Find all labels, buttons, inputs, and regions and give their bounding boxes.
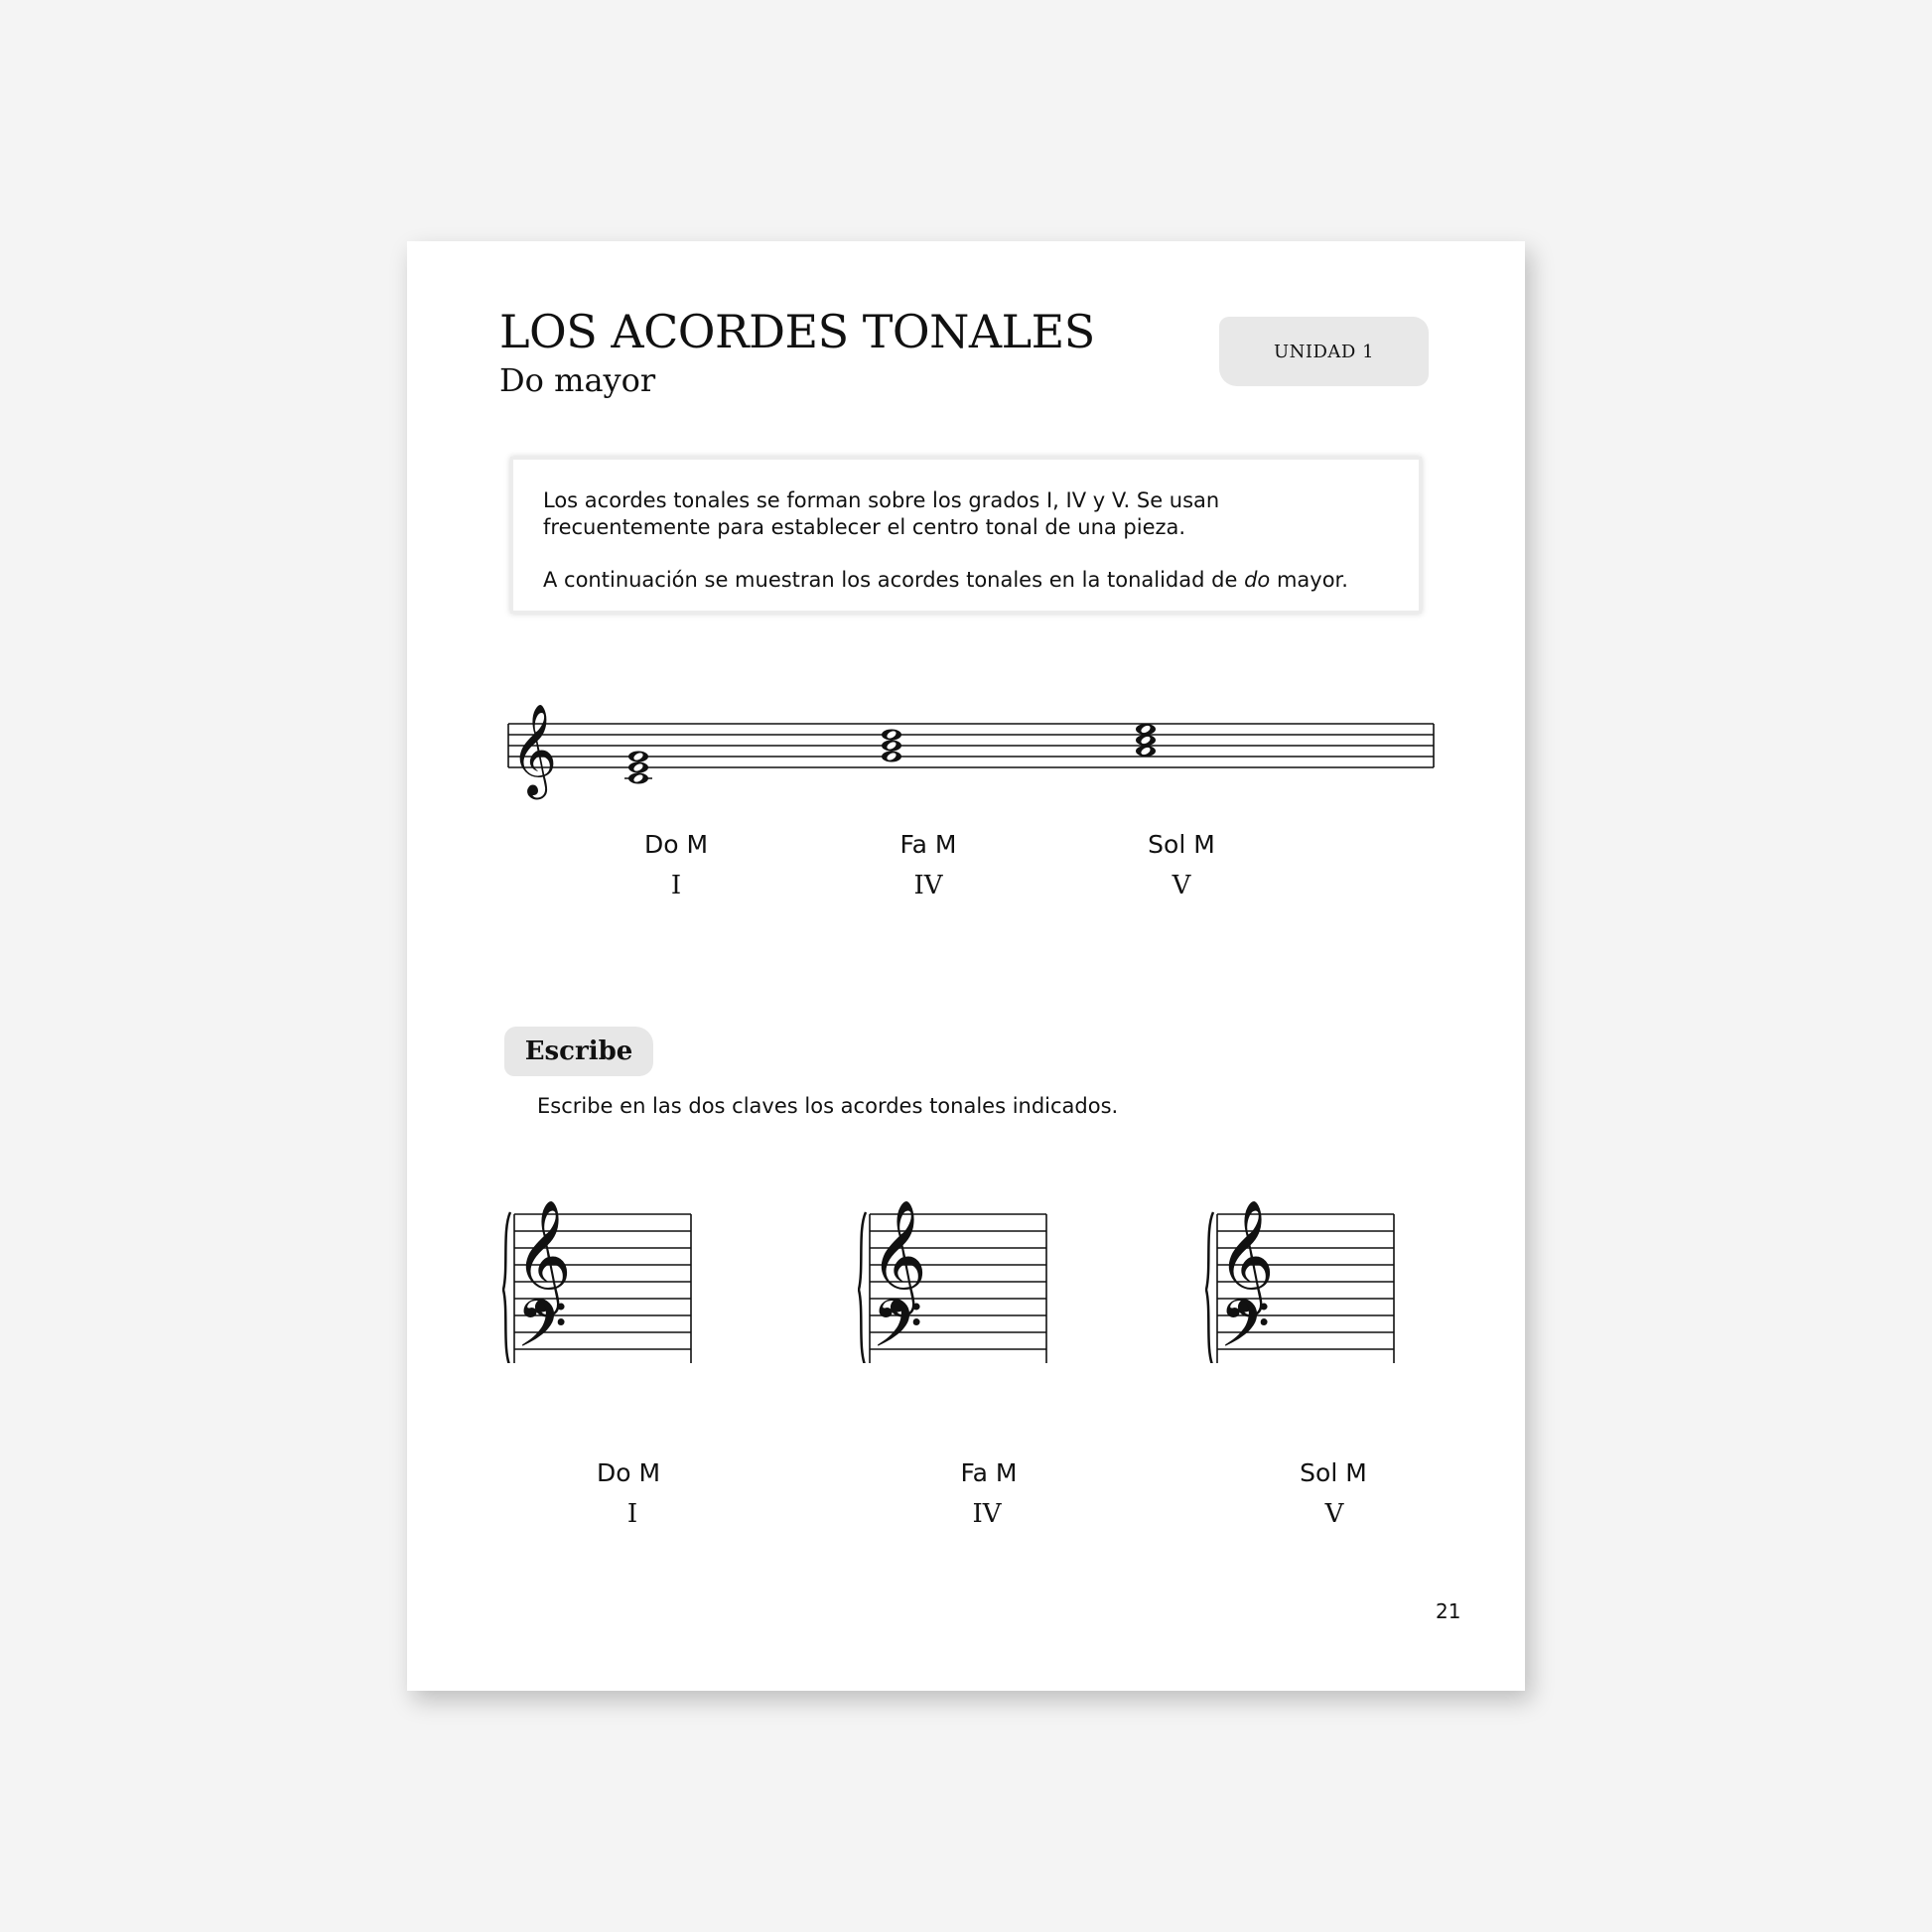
example-staff bbox=[504, 701, 1438, 830]
degree-label: IV bbox=[913, 871, 943, 900]
whole-note-icon bbox=[882, 752, 901, 762]
page-title: LOS ACORDES TONALES bbox=[499, 305, 1095, 358]
chord-sol-mayor bbox=[1136, 724, 1156, 757]
chord-label: Sol M bbox=[1148, 830, 1215, 859]
whole-note-icon bbox=[628, 752, 648, 762]
whole-note-icon bbox=[882, 741, 901, 752]
brace-icon bbox=[503, 1212, 510, 1363]
grand-staff-2[interactable] bbox=[858, 1184, 1056, 1363]
exercise-instruction: Escribe en las dos claves los acordes tonales indicados. bbox=[537, 1094, 1119, 1118]
treble-clef-icon: 𝄞 bbox=[510, 703, 558, 795]
whole-note-icon bbox=[882, 730, 901, 741]
whole-note-icon bbox=[1136, 735, 1156, 746]
bass-clef-icon: 𝄢 bbox=[516, 1286, 568, 1363]
unit-badge: UNIDAD 1 bbox=[1219, 317, 1429, 386]
exercise-chord-label: Sol M bbox=[1300, 1458, 1367, 1487]
exercise-degree-label: IV bbox=[972, 1499, 1002, 1529]
page-subtitle: Do mayor bbox=[499, 361, 656, 399]
degree-label: I bbox=[670, 871, 682, 900]
grand-staff-1[interactable] bbox=[502, 1184, 701, 1363]
degree-label: V bbox=[1172, 871, 1191, 900]
info-paragraph-1: Los acordes tonales se forman sobre los grados I, IV y V. Se usan frecuentemente para establecer el centro tonal de una pieza. bbox=[543, 488, 1220, 539]
treble-clef-icon: 𝄞 bbox=[514, 1199, 572, 1312]
exercise-degree-label: I bbox=[626, 1499, 638, 1529]
whole-note-icon bbox=[1136, 724, 1156, 735]
chord-do-mayor bbox=[624, 752, 652, 784]
bass-clef-icon: 𝄢 bbox=[1219, 1286, 1271, 1363]
exercise-chord-label: Fa M bbox=[960, 1458, 1018, 1487]
whole-note-icon bbox=[628, 762, 648, 773]
exercise-degree-label: V bbox=[1324, 1499, 1344, 1529]
brace-icon bbox=[859, 1212, 866, 1363]
chord-label: Do M bbox=[643, 830, 709, 859]
grand-staff-3[interactable] bbox=[1205, 1184, 1404, 1363]
brace-icon bbox=[1206, 1212, 1213, 1363]
exercise-chord-label: Do M bbox=[596, 1458, 661, 1487]
info-box bbox=[510, 457, 1422, 614]
chord-fa-mayor bbox=[882, 730, 901, 762]
treble-clef-icon: 𝄞 bbox=[1217, 1199, 1275, 1312]
whole-note-icon bbox=[628, 773, 648, 784]
page-number: 21 bbox=[1436, 1599, 1461, 1623]
bass-clef-icon: 𝄢 bbox=[872, 1286, 923, 1363]
exercise-badge: Escribe bbox=[504, 1027, 653, 1076]
whole-note-icon bbox=[1136, 746, 1156, 757]
info-paragraph-2: A continuación se muestran los acordes tonales en la tonalidad de do mayor. bbox=[543, 568, 1348, 592]
treble-clef-icon: 𝄞 bbox=[870, 1199, 927, 1312]
workbook-page bbox=[407, 241, 1525, 1691]
chord-label: Fa M bbox=[899, 830, 957, 859]
